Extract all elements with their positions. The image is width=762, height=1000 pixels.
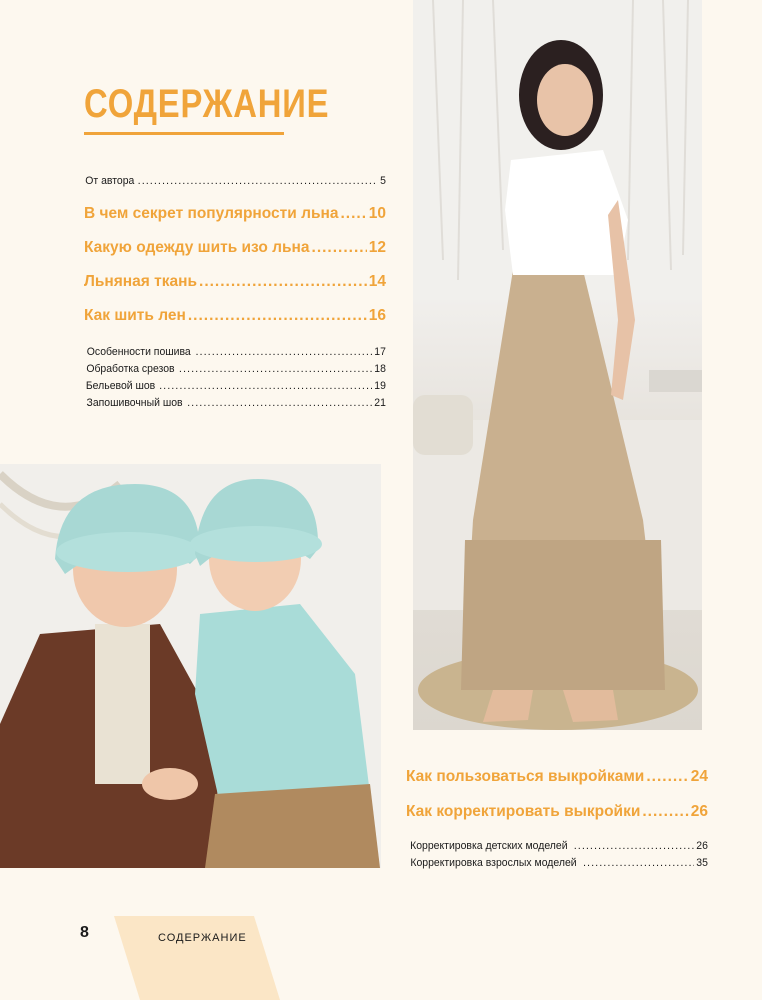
toc-entry-page: 17 bbox=[374, 346, 386, 358]
toc-entry-leader bbox=[312, 239, 367, 257]
toc-entry-page: 10 bbox=[368, 205, 386, 222]
toc-entry-label: Запошивочный шов bbox=[86, 397, 183, 409]
toc-entry[interactable] bbox=[406, 840, 708, 852]
toc-entry[interactable] bbox=[84, 380, 386, 392]
toc-entry-label: Какую одежду шить изо льна bbox=[84, 239, 310, 256]
kids-photo-illustration bbox=[0, 464, 381, 868]
toc-entry-label: Обработка срезов bbox=[86, 363, 175, 375]
toc-entry[interactable] bbox=[84, 363, 386, 375]
toc-entry[interactable] bbox=[84, 175, 386, 187]
toc-entry[interactable] bbox=[84, 273, 386, 291]
toc-entry[interactable] bbox=[406, 768, 708, 786]
toc-entry-label: В чем секрет популярности льна bbox=[84, 205, 339, 222]
toc-entry-leader bbox=[159, 380, 372, 392]
toc-entry[interactable] bbox=[406, 857, 708, 869]
toc-entry-page: 26 bbox=[696, 840, 708, 852]
toc-entry-label: Как шить лен bbox=[84, 307, 186, 324]
toc-entry[interactable] bbox=[84, 205, 386, 223]
toc-entry[interactable] bbox=[84, 397, 386, 409]
page-number: 8 bbox=[80, 924, 89, 941]
toc-entry-label: Бельевой шов bbox=[85, 380, 156, 392]
toc-entry-leader bbox=[642, 803, 688, 821]
children-in-linen-photo bbox=[0, 464, 381, 868]
toc-entry-page: 24 bbox=[690, 768, 708, 785]
toc-entry-label: Как пользоваться выкройками bbox=[406, 768, 645, 785]
toc-entry-leader bbox=[646, 768, 688, 786]
toc-entry-page: 35 bbox=[696, 857, 708, 869]
toc-entry-label: Корректировка детских моделей bbox=[410, 840, 568, 852]
toc-entry-leader bbox=[138, 175, 378, 187]
page-title: СОДЕРЖАНИЕ bbox=[84, 82, 330, 126]
toc-entry-leader bbox=[195, 346, 371, 358]
toc-entry-leader bbox=[574, 840, 694, 852]
toc-right bbox=[406, 0, 708, 880]
toc-entry-leader bbox=[179, 363, 372, 375]
toc-entry-page: 12 bbox=[368, 239, 386, 256]
toc-entry-page: 14 bbox=[368, 273, 386, 290]
toc-entry[interactable] bbox=[406, 803, 708, 821]
toc-entry-label: Как корректировать выкройки bbox=[406, 803, 641, 820]
toc-entry-page: 18 bbox=[374, 363, 386, 375]
toc-entry-leader bbox=[187, 397, 372, 409]
toc-entry-label: Особенности пошива bbox=[86, 346, 191, 358]
toc-entry-leader bbox=[199, 273, 367, 291]
toc-entry-leader bbox=[340, 205, 366, 223]
toc-entry-page: 16 bbox=[368, 307, 386, 324]
toc-entry-label: От автора bbox=[85, 175, 135, 187]
toc-entry-page: 5 bbox=[380, 175, 386, 187]
toc-entry[interactable] bbox=[84, 239, 386, 257]
toc-entry-leader bbox=[188, 307, 367, 325]
toc-entry-label: Корректировка взрослых моделей bbox=[410, 857, 577, 869]
footer-section-label: СОДЕРЖАНИЕ bbox=[158, 932, 247, 944]
toc-entry[interactable] bbox=[84, 346, 386, 358]
toc-entry[interactable] bbox=[84, 307, 386, 325]
toc-left bbox=[84, 0, 386, 420]
toc-entry-page: 19 bbox=[374, 380, 386, 392]
toc-entry-leader bbox=[583, 857, 694, 869]
toc-entry-label: Льняная ткань bbox=[84, 273, 198, 290]
toc-entry-page: 26 bbox=[690, 803, 708, 820]
toc-entry-page: 21 bbox=[374, 397, 386, 409]
footer-section-tab bbox=[114, 916, 280, 1000]
